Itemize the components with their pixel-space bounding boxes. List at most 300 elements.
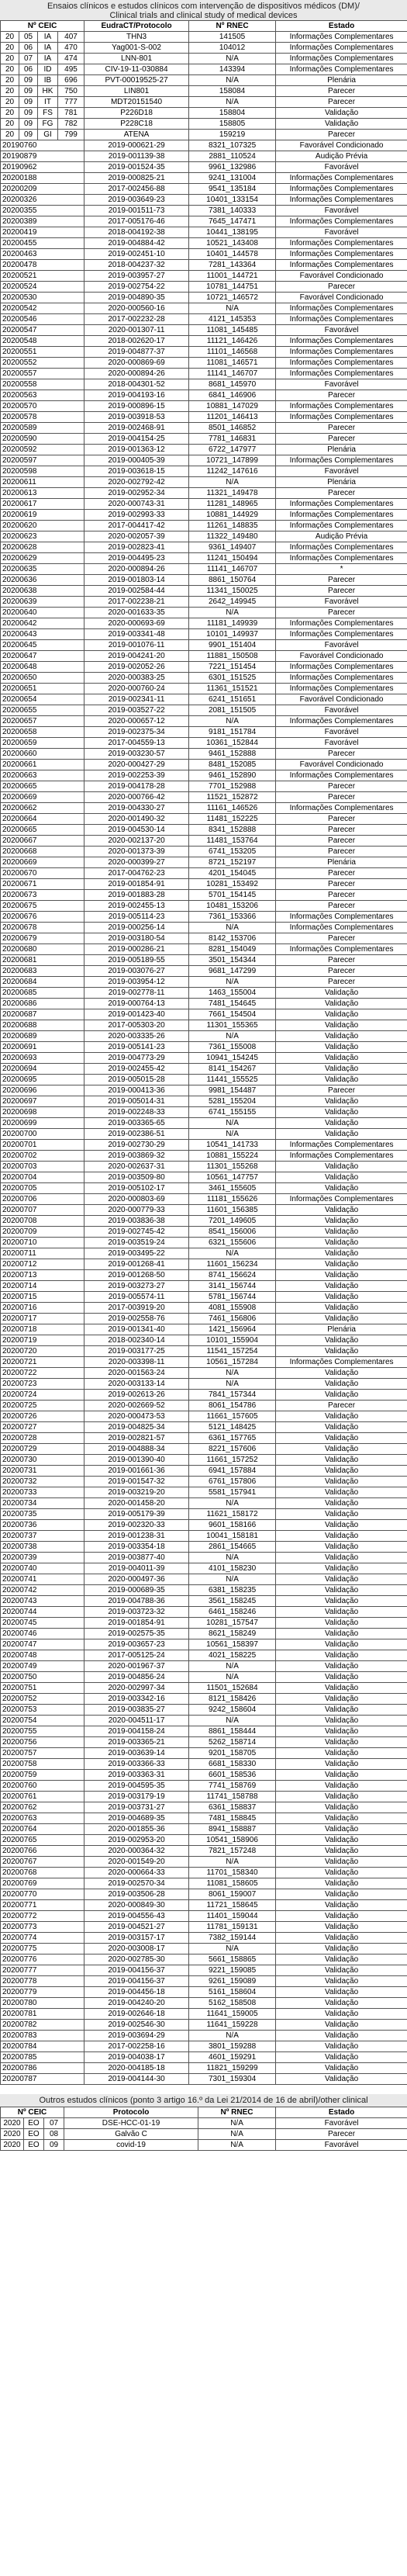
table-cell: Informações Complementares (276, 249, 407, 260)
table-cell: 2019-001268-50 (85, 1270, 189, 1281)
table-cell: 777 (58, 97, 85, 108)
table-cell: 2019-005189-55 (85, 955, 189, 966)
table-cell: 2019-002570-34 (85, 1878, 189, 1889)
table-row (1, 140, 407, 151)
table-cell: 2019-004241-20 (85, 651, 189, 662)
table-row (1, 2129, 407, 2140)
table-cell: 2019-003179-19 (85, 1792, 189, 1802)
table-row (1, 151, 407, 162)
table-cell: 2019-004856-24 (85, 1672, 189, 1683)
table-cell: 2020-000693-69 (85, 618, 189, 629)
table-cell: 2019-003954-12 (85, 977, 189, 988)
table-cell: 11641_159005 (189, 2009, 276, 2020)
table-cell: 4081_155908 (189, 1303, 276, 1314)
table-row (1, 1248, 407, 1259)
table-row (1, 303, 407, 314)
table-cell: Validação (276, 1238, 407, 1248)
table-cell: 2020-003398-11 (85, 1357, 189, 1368)
table-cell-nceic: 20200546 (1, 314, 85, 325)
table-row (1, 1889, 407, 1900)
table-cell: 2019-003835-27 (85, 1705, 189, 1716)
table-cell: Validação (276, 1520, 407, 1531)
table-cell-nceic: 20200714 (1, 1281, 85, 1292)
table-cell: Validação (276, 1629, 407, 1639)
table-row (1, 162, 407, 173)
table-cell: 11322_149480 (189, 531, 276, 542)
table-cell-nceic: 20200645 (1, 640, 85, 651)
table-cell: Yag001-S-002 (85, 43, 189, 54)
table-cell-nceic: 20200524 (1, 282, 85, 293)
table-row (1, 1498, 407, 1509)
table-row (1, 488, 407, 499)
table-cell: Validação (276, 1792, 407, 1802)
table1-title (0, 0, 407, 20)
table-cell-nceic: 20200713 (1, 1270, 85, 1281)
table-cell: 11081_146571 (189, 358, 276, 369)
table-cell: Validação (276, 1368, 407, 1379)
table-cell-nceic: 20200738 (1, 1542, 85, 1553)
table-row (1, 1944, 407, 1955)
table-row (1, 86, 407, 97)
table-row (1, 1824, 407, 1835)
table-cell: Validação (276, 1553, 407, 1563)
table-cell: Informações Complementares (276, 303, 407, 314)
table-cell-nceic: 20190760 (1, 140, 85, 151)
table-cell: EO (24, 2118, 44, 2129)
table-cell: 11541_157254 (189, 1346, 276, 1357)
table-row (1, 2063, 407, 2074)
table-cell: Informações Complementares (276, 499, 407, 510)
table-cell-nceic: 20200548 (1, 336, 85, 347)
table-cell: 2019-004689-35 (85, 1813, 189, 1824)
table-cell: 3141_156744 (189, 1281, 276, 1292)
table-cell: 799 (58, 130, 85, 140)
table-cell: 10561_157284 (189, 1357, 276, 1368)
table-row (1, 1846, 407, 1857)
table-cell: 2017-004762-23 (85, 868, 189, 879)
table-cell-nceic: 20200619 (1, 510, 85, 521)
table-cell: N/A (198, 2129, 276, 2140)
table-cell: Favorável Condicionado (276, 694, 407, 705)
table-cell: 10401_144578 (189, 249, 276, 260)
table-cell: 6241_151651 (189, 694, 276, 705)
table-cell: 11481_152225 (189, 814, 276, 825)
table-row (1, 944, 407, 955)
table-cell: 2019-003519-24 (85, 1238, 189, 1248)
table-cell: Validação (276, 2020, 407, 2031)
table-cell: 2019-002558-76 (85, 1314, 189, 1324)
clinical-trials-table (0, 20, 407, 2085)
table-cell: 11242_147616 (189, 466, 276, 477)
table-cell: 8721_152197 (189, 857, 276, 868)
table-row (1, 2052, 407, 2063)
table-cell: Validação (276, 1922, 407, 1933)
table-cell: 6361_158837 (189, 1802, 276, 1813)
table-row (1, 206, 407, 216)
table-cell: 9201_158705 (189, 1748, 276, 1759)
table-row (1, 738, 407, 749)
table-cell-nceic: 20200675 (1, 901, 85, 912)
table-cell-nceic: 20200771 (1, 1900, 85, 1911)
table-row (1, 2009, 407, 2020)
table-cell: Parecer (276, 130, 407, 140)
table-cell-nceic: 20200704 (1, 1172, 85, 1183)
table-cell: 2020-000383-25 (85, 673, 189, 684)
table-cell: Validação (276, 1900, 407, 1911)
table-cell-nceic: 20200756 (1, 1737, 85, 1748)
table-cell: Parecer (276, 586, 407, 597)
table-cell: 8061_159007 (189, 1889, 276, 1900)
table-row (1, 1520, 407, 1531)
table-cell: Favorável (276, 2140, 407, 2151)
table-cell: 2019-000405-39 (85, 455, 189, 466)
table-row (1, 1335, 407, 1346)
table-cell: 7361_155008 (189, 1042, 276, 1053)
table-cell: 11601_156234 (189, 1259, 276, 1270)
table-cell: Favorável (276, 206, 407, 216)
table-row (1, 933, 407, 944)
table-cell: Informações Complementares (276, 923, 407, 933)
table-cell: 2019-002953-20 (85, 1835, 189, 1846)
table-cell: Informações Complementares (276, 618, 407, 629)
table-cell: Informações Complementares (276, 716, 407, 727)
table-cell: 8061_154786 (189, 1401, 276, 1411)
table-cell-nceic: 20200688 (1, 1020, 85, 1031)
table-row (1, 1303, 407, 1314)
table-cell: 11181_155626 (189, 1194, 276, 1205)
table-cell: Validação (276, 1009, 407, 1020)
table-cell: 2020-000473-53 (85, 1411, 189, 1422)
table-cell-nceic: 20200665 (1, 825, 85, 836)
table-row (1, 1140, 407, 1151)
table-cell-nceic: 20200745 (1, 1618, 85, 1629)
table-cell-nceic: 20200736 (1, 1520, 85, 1531)
table-cell: 2019-003076-27 (85, 966, 189, 977)
table-cell-nceic: 20200748 (1, 1650, 85, 1661)
table-cell: 08 (44, 2129, 64, 2140)
table-row (1, 781, 407, 792)
table-cell: Validação (276, 1466, 407, 1477)
table-cell: Validação (276, 1813, 407, 1824)
table-cell: Parecer (276, 390, 407, 401)
table-cell: Validação (276, 1748, 407, 1759)
table-row (1, 531, 407, 542)
table-cell: Plenária (276, 75, 407, 86)
table-row (1, 293, 407, 303)
table-cell-nceic: 20200589 (1, 423, 85, 434)
table-cell: Parecer (276, 868, 407, 879)
table-cell: 2019-001390-40 (85, 1455, 189, 1466)
table-cell: Informações Complementares (276, 510, 407, 521)
table-cell: Validação (276, 1107, 407, 1118)
table-cell: Validação (276, 999, 407, 1009)
table-cell: Validação (276, 119, 407, 130)
table-cell: Validação (276, 1846, 407, 1857)
table-cell: 11001_144721 (189, 271, 276, 282)
table-cell-nceic: 20200728 (1, 1433, 85, 1444)
table-row (1, 1085, 407, 1096)
table-cell: 2019-005179-39 (85, 1509, 189, 1520)
table-cell: 20 (1, 32, 19, 43)
table-row (1, 184, 407, 195)
table-cell: 09 (19, 130, 38, 140)
table-cell-nceic: 20200753 (1, 1705, 85, 1716)
table-cell: 2019-002993-33 (85, 510, 189, 521)
table-row (1, 684, 407, 694)
table-cell: 6941_157884 (189, 1466, 276, 1477)
table-row (1, 1563, 407, 1574)
table-cell: 2019-002613-26 (85, 1390, 189, 1401)
table-cell: 2019-000256-14 (85, 923, 189, 933)
table-cell: 10361_152844 (189, 738, 276, 749)
table-cell: 2019-004530-14 (85, 825, 189, 836)
table-cell: Parecer (276, 86, 407, 97)
table-cell: Favorável (276, 738, 407, 749)
table-cell-nceic: 20200772 (1, 1911, 85, 1922)
table-cell: Validação (276, 1303, 407, 1314)
table-cell-nceic: 20200707 (1, 1205, 85, 1216)
table-cell: N/A (189, 1379, 276, 1390)
table-cell: N/A (189, 1368, 276, 1379)
table-row (1, 54, 407, 64)
table-row (1, 1096, 407, 1107)
table-cell: Favorável (276, 379, 407, 390)
table-cell: Validação (276, 1672, 407, 1683)
table-cell: N/A (189, 1716, 276, 1726)
table-cell-nceic: 20200735 (1, 1509, 85, 1520)
table-cell-nceic: 20200686 (1, 999, 85, 1009)
table-cell: 8681_145970 (189, 379, 276, 390)
table-cell: 9241_131004 (189, 173, 276, 184)
table-cell: ATENA (85, 130, 189, 140)
table-row (1, 1976, 407, 1987)
table-cell: 2019-003869-32 (85, 1151, 189, 1162)
table-cell: 2017-002232-28 (85, 314, 189, 325)
table-cell: Informações Complementares (276, 553, 407, 564)
table-cell-nceic: 20200787 (1, 2074, 85, 2085)
table-cell: 2020-002669-52 (85, 1401, 189, 1411)
table-cell: 2019-001238-31 (85, 1531, 189, 1542)
table-cell: 11701_158340 (189, 1868, 276, 1878)
table-cell: 2020-000743-31 (85, 499, 189, 510)
table-cell-nceic: 20200716 (1, 1303, 85, 1314)
table-cell: 2020-000497-36 (85, 1574, 189, 1585)
table-cell: Validação (276, 1031, 407, 1042)
table-cell: Informações Complementares (276, 542, 407, 553)
table-cell: 6741_155155 (189, 1107, 276, 1118)
table-cell: 2019-005114-23 (85, 912, 189, 923)
table-cell: Informações Complementares (276, 314, 407, 325)
table-row (1, 43, 407, 54)
table-cell: Informações Complementares (276, 455, 407, 466)
table-row (1, 1574, 407, 1585)
table-cell: 11661_157252 (189, 1455, 276, 1466)
table-cell: 2019-003342-16 (85, 1694, 189, 1705)
table1-title-line1: Ensaios clínicos e estudos clínicos com intervenção de dispositivos médicos (DM)/ (47, 2, 360, 11)
table-cell: 2019-001854-91 (85, 1618, 189, 1629)
table-cell: 2020-001855-36 (85, 1824, 189, 1835)
table-cell: 10561_147757 (189, 1172, 276, 1183)
table-cell-nceic: 20200740 (1, 1563, 85, 1574)
table-cell: N/A (189, 923, 276, 933)
table-row (1, 195, 407, 206)
table-cell: EO (24, 2129, 44, 2140)
table-cell: Validação (276, 1542, 407, 1553)
table-cell: Validação (276, 1607, 407, 1618)
table-cell: Validação (276, 1889, 407, 1900)
table-cell: Validação (276, 1824, 407, 1835)
table-row (1, 325, 407, 336)
table-row (1, 1694, 407, 1705)
table-cell: LNN-801 (85, 54, 189, 64)
table-row (1, 597, 407, 608)
table-cell: 09 (19, 86, 38, 97)
table-cell: 11141_146707 (189, 369, 276, 379)
table-cell: 10881_147029 (189, 401, 276, 412)
table-cell: 20 (1, 119, 19, 130)
table-cell: 8221_157606 (189, 1444, 276, 1455)
table-cell: 2881_110524 (189, 151, 276, 162)
table-cell: 9361_149407 (189, 542, 276, 553)
table-cell: Validação (276, 1129, 407, 1140)
table-cell: 2020-002792-42 (85, 477, 189, 488)
table-cell-nceic: 20200785 (1, 2052, 85, 2063)
table-cell: 2020-000364-32 (85, 1846, 189, 1857)
table-cell: 09 (19, 75, 38, 86)
table-cell: 10101_155904 (189, 1335, 276, 1346)
table-cell: Validação (276, 1705, 407, 1716)
table-cell: 11501_152684 (189, 1683, 276, 1694)
table-cell-nceic: 20200669 (1, 792, 85, 803)
table-cell-nceic: 20200419 (1, 227, 85, 238)
table-cell: Validação (276, 1531, 407, 1542)
table-cell-nceic: 20200766 (1, 1846, 85, 1857)
table-cell: 11141_146707 (189, 564, 276, 575)
table-row (1, 1379, 407, 1390)
table-cell: N/A (189, 2031, 276, 2041)
header2-nrnec: Nº RNEC (198, 2107, 276, 2118)
header-eudract: EudraCT/Protocolo (85, 21, 189, 32)
table-cell: 2019-002052-26 (85, 662, 189, 673)
table-cell-nceic: 20200730 (1, 1455, 85, 1466)
table-row (1, 727, 407, 738)
table-cell-nceic: 20200530 (1, 293, 85, 303)
table-cell-nceic: 20200760 (1, 1781, 85, 1792)
table-cell: Validação (276, 1911, 407, 1922)
table-cell-nceic: 20200786 (1, 2063, 85, 2074)
table-cell: 9981_154487 (189, 1085, 276, 1096)
table-cell: 11601_156385 (189, 1205, 276, 1216)
table-row (1, 1868, 407, 1878)
table-row (1, 1911, 407, 1922)
table-row (1, 1444, 407, 1455)
table-cell: 2020-000803-69 (85, 1194, 189, 1205)
table-cell: HK (38, 86, 58, 97)
table-row (1, 1455, 407, 1466)
table-cell: 2019-004456-18 (85, 1987, 189, 1998)
table-cell: Validação (276, 1574, 407, 1585)
table-cell-nceic: 20200709 (1, 1227, 85, 1238)
table-cell: Validação (276, 1042, 407, 1053)
table-row (1, 1542, 407, 1553)
table-cell: 20 (1, 75, 19, 86)
table-cell: Validação (276, 1020, 407, 1031)
table-cell: 2017-003919-20 (85, 1303, 189, 1314)
table-cell: 5661_158865 (189, 1955, 276, 1965)
table-cell: Informações Complementares (276, 1357, 407, 1368)
table-cell: 2020-003335-26 (85, 1031, 189, 1042)
table-cell: 2020-002997-34 (85, 1683, 189, 1694)
table-cell: 7661_154504 (189, 1009, 276, 1020)
table-cell: 7382_159144 (189, 1933, 276, 1944)
table-cell-nceic: 20200598 (1, 466, 85, 477)
table-row (1, 1259, 407, 1270)
table-cell: Validação (276, 1933, 407, 1944)
table-row (1, 445, 407, 455)
table-cell: 158084 (189, 86, 276, 97)
table-row (1, 1487, 407, 1498)
table-row (1, 1270, 407, 1281)
table-cell: 2019-003341-48 (85, 629, 189, 640)
table-cell: Validação (276, 1216, 407, 1227)
table-cell: 2019-003509-80 (85, 1172, 189, 1183)
table-cell: 11301_155365 (189, 1020, 276, 1031)
table-cell: Validação (276, 1379, 407, 1390)
table-cell-nceic: 20200765 (1, 1835, 85, 1846)
table-cell: Informações Complementares (276, 1194, 407, 1205)
table-row (1, 1368, 407, 1379)
table-cell: Validação (276, 1955, 407, 1965)
table-cell: Audição Prévia (276, 531, 407, 542)
table-cell: CIV-19-11-030884 (85, 64, 189, 75)
table-cell: 2019-004877-37 (85, 347, 189, 358)
table-cell: 07 (19, 54, 38, 64)
table-row (1, 347, 407, 358)
table-cell: Validação (276, 1433, 407, 1444)
table-cell: N/A (189, 1944, 276, 1955)
table-cell: 7301_159304 (189, 2074, 276, 2085)
table-cell: covid-19 (64, 2140, 198, 2151)
table-cell-nceic: 20200657 (1, 716, 85, 727)
table-cell-nceic: 20200635 (1, 564, 85, 575)
table-cell: Plenária (276, 857, 407, 868)
table-row (1, 434, 407, 445)
table-cell: 7361_153366 (189, 912, 276, 923)
table-cell: Validação (276, 1857, 407, 1868)
table-cell: 9681_147299 (189, 966, 276, 977)
table-row (1, 1324, 407, 1335)
table-cell: 2019-004595-35 (85, 1781, 189, 1792)
table-cell: 2019-004773-29 (85, 1053, 189, 1064)
table-cell: 2020-001633-35 (85, 608, 189, 618)
table-cell: 2019-001423-40 (85, 1009, 189, 1020)
table-cell: 2020 (1, 2140, 24, 2151)
table-cell: Parecer (276, 847, 407, 857)
table-cell: 09 (19, 119, 38, 130)
table-row (1, 1064, 407, 1075)
table-cell: 2019-002778-11 (85, 988, 189, 999)
table-cell: Validação (276, 2074, 407, 2085)
table-cell: Validação (276, 2052, 407, 2063)
table-row (1, 1162, 407, 1172)
table-cell-nceic: 20200648 (1, 662, 85, 673)
table-cell: 2019-004825-34 (85, 1422, 189, 1433)
table-cell: 2019-003957-27 (85, 271, 189, 282)
table-cell: Validação (276, 1639, 407, 1650)
table-cell: 2019-002823-41 (85, 542, 189, 553)
table-row (1, 1596, 407, 1607)
table-cell-nceic: 20200734 (1, 1498, 85, 1509)
